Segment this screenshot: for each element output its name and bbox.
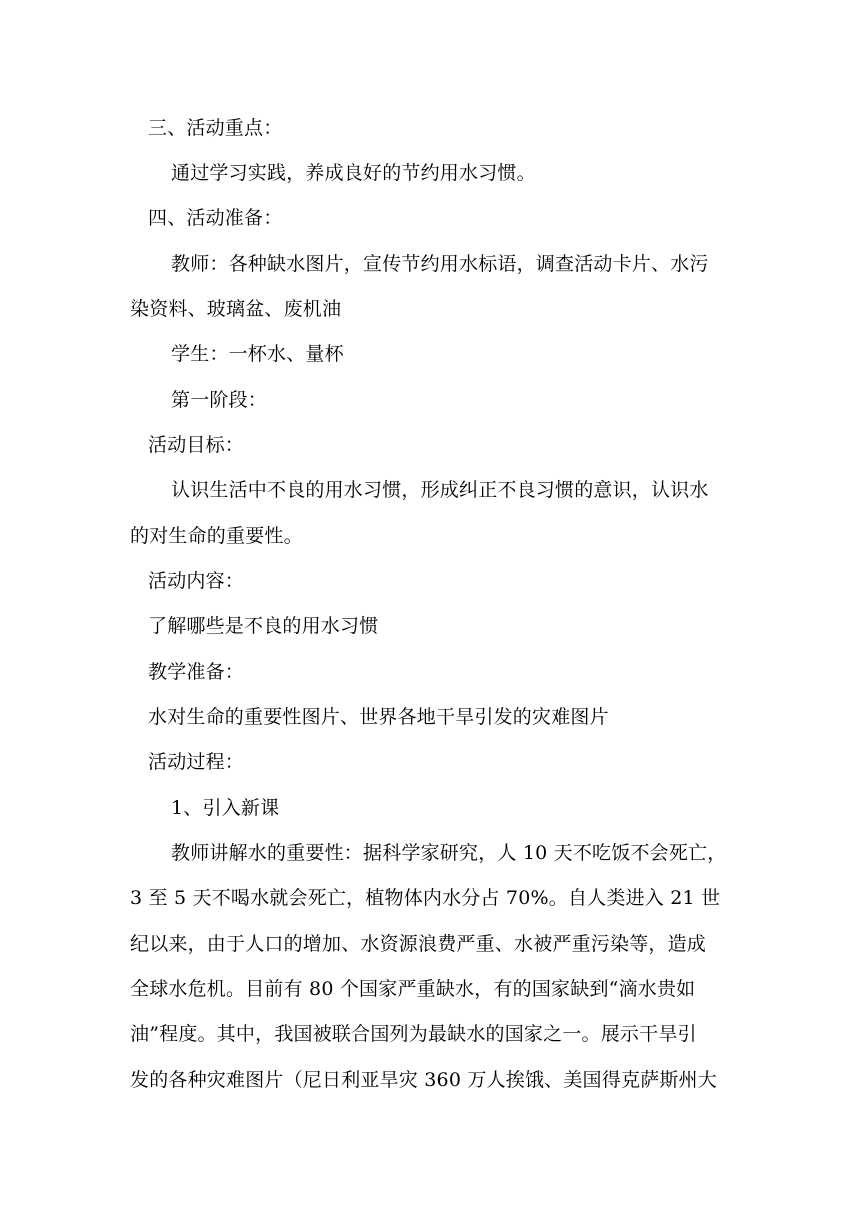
subheading-content: 活动内容： (148, 570, 245, 592)
list-item-heading: 1、引入新课 (171, 797, 280, 819)
section-heading-preparation: 四、活动准备： (148, 207, 283, 229)
section-heading-focus: 三、活动重点： (148, 117, 283, 139)
paragraph-line: 了解哪些是不良的用水习惯 (148, 615, 379, 637)
paragraph-line: 3 至 5 天不喝水就会死亡，植物体内水分占 70%。自人类进入 21 世 (130, 887, 721, 909)
paragraph-line: 教师：各种缺水图片，宣传节约用水标语，调查活动卡片、水污 (171, 253, 709, 275)
subheading-teaching-prep: 教学准备： (148, 661, 245, 683)
subheading-process: 活动过程： (148, 751, 245, 773)
paragraph-line: 染资料、玻璃盆、废机油 (130, 298, 342, 320)
paragraph-line: 水对生命的重要性图片、世界各地干旱引发的灾难图片 (148, 706, 609, 728)
paragraph-line: 全球水危机。目前有 80 个国家严重缺水，有的国家缺到“滴水贵如 (130, 978, 696, 1000)
paragraph-line: 教师讲解水的重要性：据科学家研究，人 10 天不吃饭不会死亡， (171, 842, 727, 864)
paragraph-line: 油”程度。其中，我国被联合国列为最缺水的国家之一。展示干旱引 (130, 1023, 697, 1045)
paragraph-line: 通过学习实践，养成良好的节约用水习惯。 (171, 162, 536, 184)
paragraph-line: 发的各种灾难图片（尼日利亚旱灾 360 万人挨饿、美国得克萨斯州大 (130, 1069, 717, 1091)
stage-heading: 第一阶段： (171, 389, 268, 411)
paragraph-line: 纪以来，由于人口的增加、水资源浪费严重、水被严重污染等，造成 (130, 933, 707, 955)
paragraph-line: 的对生命的重要性。 (130, 525, 303, 547)
paragraph-line: 学生：一杯水、量杯 (171, 343, 344, 365)
subheading-goal: 活动目标： (148, 434, 245, 456)
paragraph-line: 认识生活中不良的用水习惯，形成纠正不良习惯的意识，认识水 (171, 479, 709, 501)
